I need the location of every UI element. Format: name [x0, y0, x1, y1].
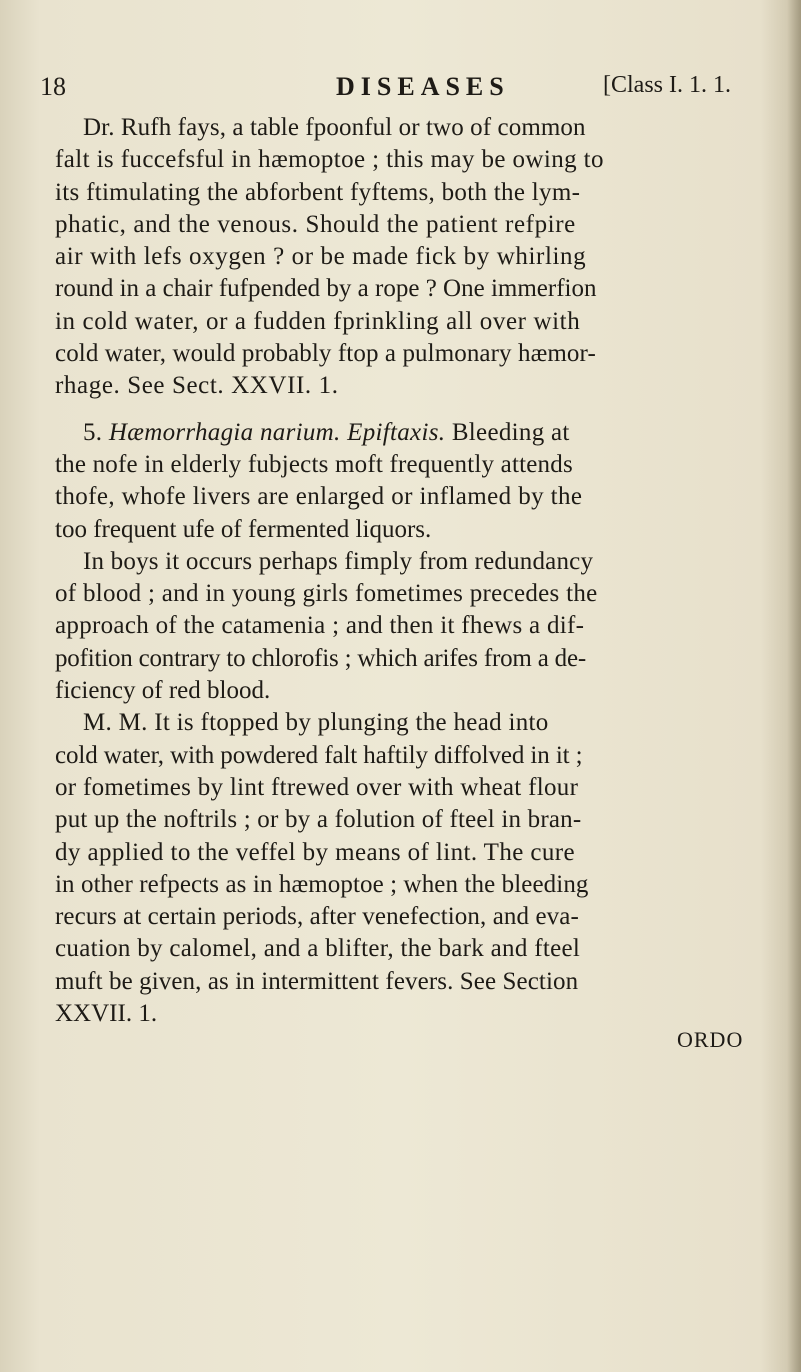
text-line: put up the noftrils ; or by a folution of fteel in bran- — [55, 806, 582, 834]
page-edge-shadow — [787, 0, 801, 1372]
text-line: dy applied to the veffel by means of lint. The cure — [55, 838, 576, 866]
text-line: XXVII. 1. — [55, 1000, 158, 1028]
text-line: approach of the catamenia ; and then it fhews a dif- — [55, 612, 585, 640]
body-text — [55, 112, 755, 1030]
text-line: in cold water, or a fudden fprinkling all over with — [55, 307, 581, 335]
running-head: DISEASES — [336, 72, 510, 101]
text-line: pofition contrary to chlorofis ; which arifes from a de- — [55, 644, 586, 672]
page-header — [40, 72, 780, 106]
text-line: too frequent ufe of fermented liquors. — [55, 515, 432, 543]
text-line: in other refpects as in hæmoptoe ; when the bleeding — [55, 870, 589, 898]
text-line: the nofe in elderly fubjects moft frequently attends — [55, 450, 573, 478]
text-line: Dr. Rufh fays, a table fpoonful or two of common — [83, 114, 586, 141]
text-line: of blood ; and in young girls fometimes precedes the — [55, 580, 598, 608]
text-line: or fometimes by lint ftrewed over with wheat flour — [55, 773, 579, 801]
text-line: cuation by calomel, and a blifter, the bark and fteel — [55, 935, 581, 963]
text-line: thofe, whofe livers are enlarged or inflamed by the — [55, 483, 583, 511]
page-number: 18 — [40, 72, 66, 101]
text-line: muft be given, as in intermittent fevers. See Section — [55, 967, 579, 995]
text-line: ficiency of red blood. — [55, 677, 271, 705]
text-line: rhage. See Sect. XXVII. 1. — [55, 372, 339, 400]
text-line: air with lefs oxygen ? or be made fick by whirling — [55, 243, 587, 271]
catchword: ORDO — [677, 1027, 744, 1052]
text-line: round in a chair fufpended by a rope ? One immerfion — [55, 275, 597, 303]
text-line: cold water, with powdered falt haftily diffolved in it ; — [55, 741, 583, 769]
text-line: 5. Hæmorrhagia narium. Epiftaxis. Bleeding at — [83, 418, 570, 446]
text-line: phatic, and the venous. Should the patient refpire — [55, 210, 576, 238]
text-line: In boys it occurs perhaps fimply from redundancy — [83, 547, 594, 575]
class-mark: [Class I. 1. 1. — [603, 72, 731, 98]
text-line: falt is fuccefsful in hæmoptoe ; this may be owing to — [55, 146, 604, 174]
text-line: its ftimulating the abforbent fyftems, both the lym- — [55, 178, 581, 206]
text-line: M. M. It is ftopped by plunging the head into — [83, 709, 549, 737]
text-line: cold water, would probably ftop a pulmonary hæmor- — [55, 340, 596, 368]
text-line: recurs at certain periods, after venefection, and eva- — [55, 903, 579, 931]
